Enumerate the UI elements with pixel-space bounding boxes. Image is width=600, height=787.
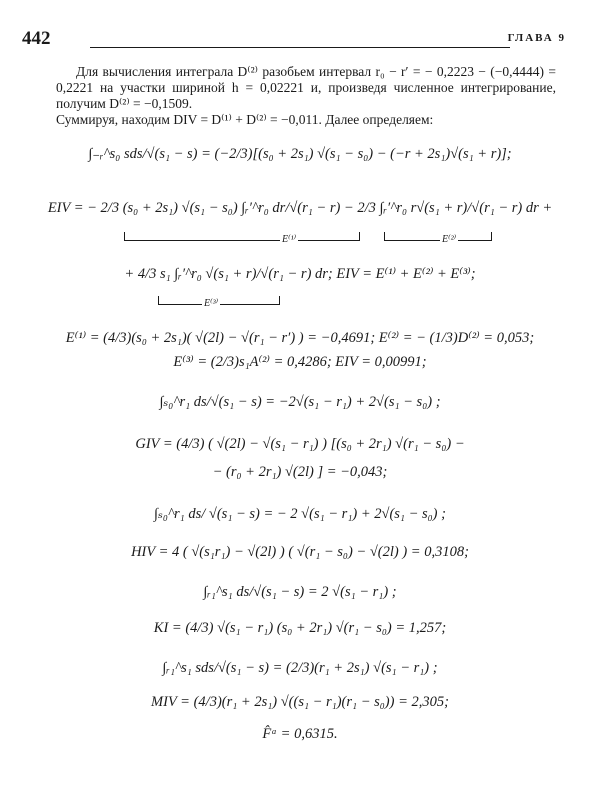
paragraph-summation: Суммируя, находим DIV = D⁽¹⁾ + D⁽²⁾ = −0,011. Далее определяем: — [56, 112, 434, 127]
equation-integral-r1: ∫ₛ₀^r₁ ds/√(s₁ − s) = −2√(s₁ − r₁) + 2√(s₁ − s₀) ; — [159, 394, 441, 410]
header-rule — [90, 47, 510, 48]
equation-integral-s1: ∫ᵣ₁^s₁ ds/√(s₁ − s) = 2 √(s₁ − r₁) ; — [203, 584, 397, 600]
equation-integral-s: ∫₋ᵣ^s₀ sds/√(s₁ − s) = (−2/3)[(s₀ + 2s₁) √(s₁ − s₀) − (−r + 2s₁)√(s₁ + r)]; — [88, 146, 512, 162]
equation-f-hat: F̂ᵃ = 0,6315. — [262, 726, 338, 742]
equation-g-iv-cont: − (r₀ + 2r₁) √(2l) ] = −0,043; — [212, 464, 388, 480]
equation-integral-sds: ∫ᵣ₁^s₁ sds/√(s₁ − s) = (2/3)(r₁ + 2s₁) √(s₁ − r₁) ; — [162, 660, 438, 676]
brace-e2 — [384, 232, 492, 241]
paragraph-intro: Для вычисления интеграла D⁽²⁾ разобьем интервал r₀ − r′ = − 0,2223 − (−0,4444) = 0,2221 на участки шириной h = 0,02221 и, произведя численное интегрирование, получим D⁽²⁾ = −0,1509. — [56, 64, 556, 111]
equation-e3: E⁽³⁾ = (2/3)s₁A⁽²⁾ = 0,4286; EIV = 0,00991; — [173, 354, 427, 370]
brace-e1 — [124, 232, 360, 241]
equation-e1-e2: E⁽¹⁾ = (4/3)(s₀ + 2s₁)( √(2l) − √(r₁ − r′) ) = −0,4691; E⁽²⁾ = − (1/3)D⁽²⁾ = 0,053; — [65, 330, 535, 346]
equation-e-iv-sum: + 4/3 s₁ ∫ᵣ′^r₀ √(s₁ + r)/√(r₁ − r) dr; EIV = E⁽¹⁾ + E⁽²⁾ + E⁽³⁾; — [124, 266, 476, 282]
equation-g-iv: GIV = (4/3) ( √(2l) − √(s₁ − r₁) ) [(s₀ + 2r₁) √(r₁ − s₀) − — [135, 436, 465, 452]
equation-m-iv: MIV = (4/3)(r₁ + 2s₁) √((s₁ − r₁)(r₁ − s₀)) = 2,305; — [151, 694, 449, 710]
chapter-title: ГЛАВА 9 — [507, 32, 566, 44]
equation-integral-r1-b: ∫ₛ₀^r₁ ds/ √(s₁ − s) = − 2 √(s₁ − r₁) + 2√(s₁ − s₀) ; — [154, 506, 446, 522]
page-number: 442 — [22, 28, 51, 49]
brace-label-e2: E⁽²⁾ — [442, 234, 457, 245]
brace-label-e1: E⁽¹⁾ — [282, 234, 297, 245]
equation-h-iv: HIV = 4 ( √(s₁r₁) − √(2l) ) ( √(r₁ − s₀) − √(2l) ) = 0,3108; — [131, 544, 469, 560]
equation-k-i: KI = (4/3) √(s₁ − r₁) (s₀ + 2r₁) √(r₁ − s₀) = 1,257; — [153, 620, 447, 636]
brace-label-e3: E⁽³⁾ — [204, 298, 219, 309]
equation-e-iv: EIV = − 2/3 (s₀ + 2s₁) √(s₁ − s₀) ∫ᵣ′^r₀ dr/√(r₁ − r) − 2/3 ∫ᵣ′^r₀ r√(s₁ + r)/√(r₁ − r) dr + — [47, 200, 553, 216]
